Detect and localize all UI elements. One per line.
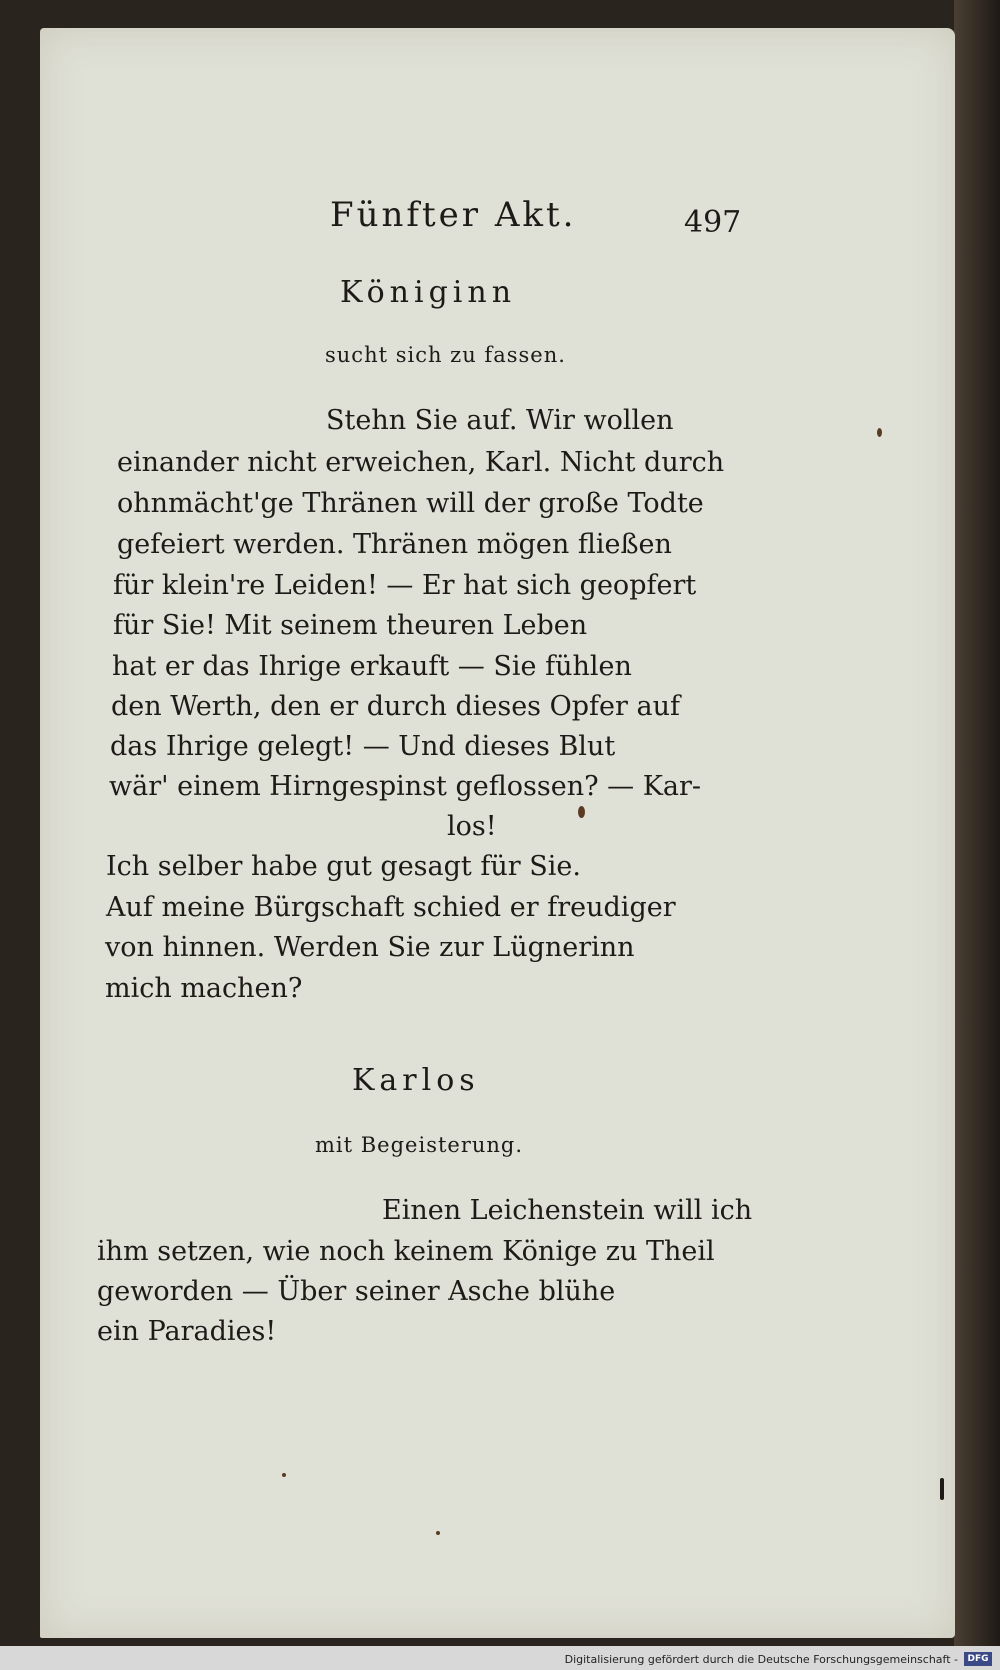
verse-line: den Werth, den er durch dieses Opfer auf [111,691,680,722]
verse-line: wär' einem Hirngespinst geflossen? — Kar- [109,771,702,802]
ink-mark [940,1478,944,1500]
verse-line: Einen Leichenstein will ich [382,1195,753,1226]
book-edge [954,0,1000,1660]
stage-direction: sucht sich zu fassen. [325,343,566,367]
verse-line: für Sie! Mit seinem theuren Leben [113,610,588,641]
running-title: Fünfter Akt. [330,195,577,235]
verse-line: von hinnen. Werden Sie zur Lügnerinn [105,932,635,963]
verse-line: das Ihrige gelegt! — Und dieses Blut [110,731,616,762]
verse-line: gefeiert werden. Thränen mögen fließen [117,529,672,560]
ink-spot [436,1531,440,1535]
verse-line: für klein're Leiden! — Er hat sich geopfert [113,570,697,601]
ink-spot [578,806,585,818]
verse-line: Auf meine Bürgschaft schied er freudiger [106,892,676,923]
verse-line: ohnmächt'ge Thränen will der große Todte [117,488,704,519]
verse-line: geworden — Über seiner Asche blühe [97,1276,616,1307]
dfg-logo: DFG [964,1652,992,1666]
verse-line: mich machen? [105,973,303,1004]
stage-direction: mit Begeisterung. [315,1133,524,1157]
speaker-karlos: Karlos [352,1063,480,1098]
book-page [40,28,955,1638]
speaker-koeniginn: Königinn [340,275,517,310]
verse-line: einander nicht erweichen, Karl. Nicht durch [117,447,725,478]
verse-line: Ich selber habe gut gesagt für Sie. [106,851,581,882]
verse-line: los! [447,811,497,842]
verse-line: ein Paradies! [97,1316,277,1347]
ink-spot [282,1473,286,1477]
verse-line: ihm setzen, wie noch keinem Könige zu Theil [97,1236,715,1267]
verse-line: hat er das Ihrige erkauft — Sie fühlen [112,651,632,682]
funding-credit: Digitalisierung gefördert durch die Deutsche Forschungsgemeinschaft - [564,1653,958,1666]
page-number: 497 [684,205,742,240]
ink-spot [877,428,882,437]
verse-line: Stehn Sie auf. Wir wollen [326,405,674,436]
footer-bar [0,1646,1000,1670]
